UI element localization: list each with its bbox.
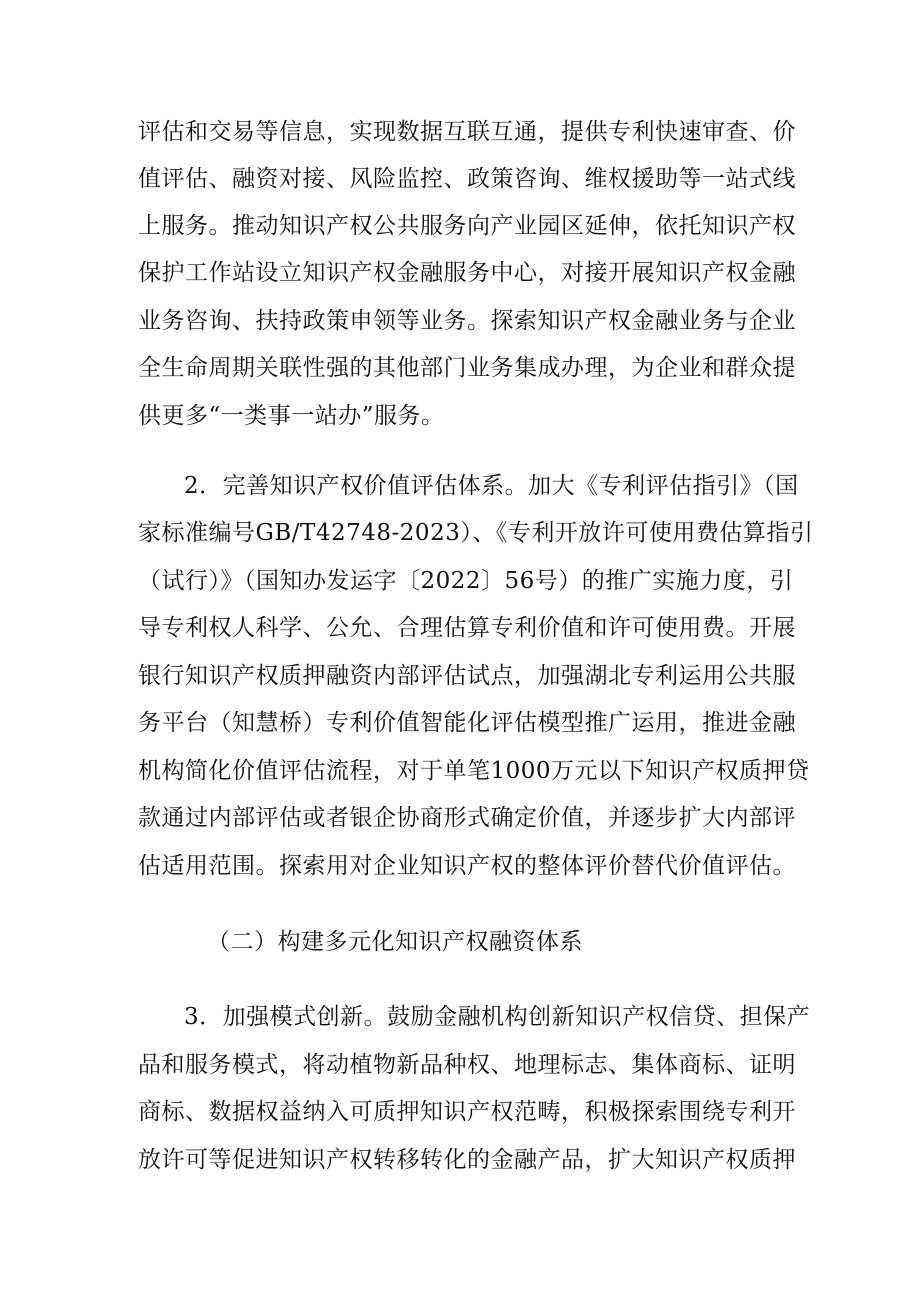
paragraph-2-line-2: 家标准编号GB/T42748-2023）、《专利开放许可使用费估算指引 [138,520,814,546]
paragraph-2-line-6: 务平台（知慧桥）专利价值智能化评估模型推广运用，推进金融 [138,710,796,736]
paragraph-2-line-4: 导专利权人科学、公允、合理估算专利价值和许可使用费。开展 [138,615,796,641]
paragraph-1-line-4: 保护工作站设立知识产权金融服务中心，对接开展知识产权金融 [138,260,796,286]
paragraph-2-line-7: 机构简化价值评估流程，对于单笔1000万元以下知识产权质押贷 [138,758,810,784]
paragraph-3-line-1: 3．加强模式创新。鼓励金融机构创新知识产权信贷、担保产 [184,1004,811,1030]
paragraph-1-line-2: 值评估、融资对接、风险监控、政策咨询、维权援助等一站式线 [138,166,796,192]
section-heading: （二）构建多元化知识产权融资体系 [207,929,583,955]
paragraph-3-line-4: 放许可等促进知识产权转移转化的金融产品，扩大知识产权质押 [138,1147,796,1173]
paragraph-3-line-2: 品和服务模式，将动植物新品种权、地理标志、集体商标、证明 [138,1052,796,1078]
paragraph-2-line-9: 估适用范围。探索用对企业知识产权的整体评价替代价值评估。 [138,853,796,879]
paragraph-2-line-1: 2．完善知识产权价值评估体系。加大《专利评估指引》（国 [184,473,799,499]
paragraph-2-line-3: （试行）》（国知办发运字〔2022〕56号）的推广实施力度，引 [138,568,794,594]
paragraph-2-line-5: 银行知识产权质押融资内部评估试点，加强湖北专利运用公共服 [138,663,796,689]
paragraph-2-line-8: 款通过内部评估或者银企协商形式确定价值，并逐步扩大内部评 [138,805,796,831]
paragraph-1-line-6: 全生命周期关联性强的其他部门业务集成办理，为企业和群众提 [138,355,796,381]
paragraph-1-line-1: 评估和交易等信息，实现数据互联互通，提供专利快速审查、价 [138,119,796,145]
paragraph-3-line-3: 商标、数据权益纳入可质押知识产权范畴，积极探索围绕专利开 [138,1099,796,1125]
paragraph-1-line-7: 供更多“一类事一站办”服务。 [138,403,445,429]
paragraph-1-line-5: 业务咨询、扶持政策申领等业务。探索知识产权金融业务与企业 [138,308,796,334]
paragraph-1-line-3: 上服务。推动知识产权公共服务向产业园区延伸，依托知识产权 [138,213,796,239]
